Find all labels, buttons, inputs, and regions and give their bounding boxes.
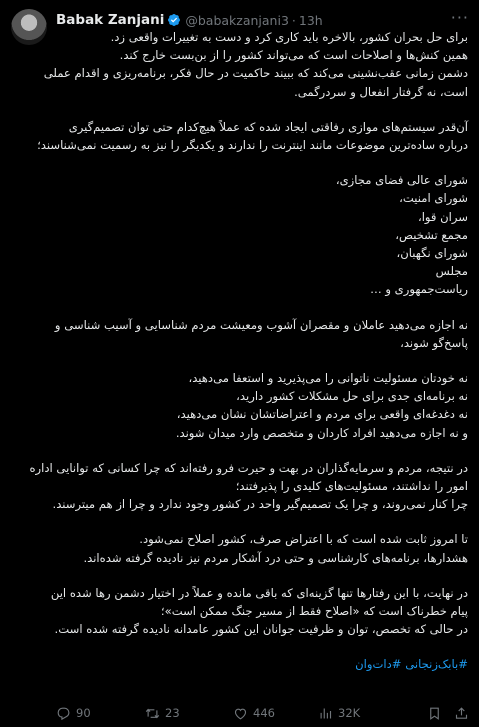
view-count: 32K — [338, 706, 361, 720]
hashtag-links[interactable]: #بابک‌زنجانی #دات‌وان — [355, 657, 468, 672]
tweet-line: شورای عالی فضای مجازی، — [335, 173, 468, 188]
paragraph-gap — [56, 567, 468, 584]
separator-dot: · — [291, 12, 296, 28]
tweet-line: پاسخ‌گو شوند، — [400, 335, 468, 350]
tweet-line: مجلس — [435, 264, 468, 279]
tweet-line: نه اجازه می‌دهید عاملان و مقصران آشوب ومعیشت مردم شناسایی و آسیب شناسی و — [54, 317, 468, 332]
like-count: 446 — [253, 706, 275, 720]
more-options-icon[interactable]: ··· — [450, 8, 469, 27]
like-button[interactable] — [233, 706, 275, 721]
tweet-line: در نهایت، با این رفتارها تنها گزینه‌ای که باقی مانده و عملاً در اختیار دشمن رها شده این — [50, 585, 468, 600]
views-chart-icon — [318, 706, 333, 721]
paragraph-gap — [56, 154, 468, 171]
tweet-line: است، نه گرفتار انفعال و سردرگمی. — [294, 84, 468, 99]
repost-icon — [145, 706, 160, 721]
tweet-line: و نه اجازه می‌دهید افراد کاردان و متخصص وارد میدان شوند. — [175, 425, 468, 440]
tweet-line: چرا کنار نمی‌روند، و چرا یک تصمیم‌گیر واحد در کشور وجود ندارد و چرا از هم میترسند. — [52, 497, 468, 512]
tweet-line: مجمع تشخیص، — [395, 227, 468, 242]
paragraph-gap — [56, 299, 468, 316]
paragraph-gap — [56, 442, 468, 459]
repost-button[interactable] — [145, 706, 180, 721]
tweet-line: شورای امنیت، — [399, 191, 468, 206]
paragraph-gap — [56, 352, 468, 369]
tweet-line: هشدارها، برنامه‌های کارشناسی و حتی درد آشکار مردم نیز نادیده گرفته شده‌اند. — [83, 550, 468, 565]
tweet-line: نه برنامه‌ای جدی برای حل مشکلات کشور دارید، — [236, 389, 468, 404]
tweet-line: همین کنش‌ها و اصلاحات است که می‌تواند کشور را از بن‌بست خارج کند. — [119, 48, 468, 63]
tweet-line: دشمن زمانی عقب‌نشینی می‌کند که ببیند حاکمیت در حال فکر، برنامه‌ریزی و اقدام عملی — [43, 66, 468, 81]
tweet-line: سران قوا، — [417, 209, 468, 224]
tweet-line: شورای نگهبان، — [396, 246, 468, 261]
tweet-line: برای حل بحران کشور، بالاخره باید کاری کرد و دست به تغییرات واقعی زد. — [110, 30, 468, 44]
paragraph-gap — [56, 638, 468, 655]
tweet-line: تا امروز ثابت شده است که با اعتراض صرف، کشور اصلاح نمی‌شود. — [139, 532, 468, 547]
paragraph-gap — [56, 101, 468, 118]
heart-icon — [233, 706, 248, 721]
tweet-line: پیام خطرناک است که «اصلاح فقط از مسیر جنگ ممکن است»؛ — [160, 604, 468, 619]
reply-icon — [56, 706, 71, 721]
bookmark-icon — [427, 706, 442, 721]
tweet-line: آن‌قدر سیستم‌های موازی رفاقتی ایجاد شده که عملاً هیچ‌کدام حتی توان تصمیم‌گیری — [68, 119, 468, 134]
tweet-header — [56, 10, 469, 30]
reply-button[interactable] — [56, 706, 91, 721]
avatar[interactable] — [11, 9, 47, 45]
verified-badge-icon — [167, 13, 181, 27]
tweet-line: درباره ساده‌ترین موضوعات مانند اینترنت را ندارند و یکدیگر را نیز به رسمیت نمی‌شناسند؛ — [37, 138, 468, 153]
bookmark-button[interactable] — [427, 706, 442, 721]
action-bar — [56, 704, 469, 722]
repost-count: 23 — [165, 706, 180, 720]
timestamp[interactable]: 13h — [298, 12, 323, 28]
tweet-line: نه خودتان مسئولیت ناتوانی را می‌پذیرید و استعفا می‌دهید، — [188, 371, 468, 386]
tweet-line: نه دغدغه‌ای واقعی برای مردم و اعتراضاتشان نشان می‌دهید، — [176, 407, 468, 422]
views-button[interactable] — [318, 706, 360, 721]
author-name[interactable]: Babak Zanjani — [56, 12, 165, 28]
reply-count: 90 — [76, 706, 91, 720]
tweet-line: ریاست‌جمهوری و … — [370, 282, 468, 297]
author-handle[interactable]: @babakzanjani3 — [185, 12, 289, 28]
share-button[interactable] — [454, 706, 469, 721]
tweet-line: در نتیجه، مردم و سرمایه‌گذاران در بهت و حیرت فرو رفته‌اند که چرا کسانی که توانایی اداره — [29, 460, 468, 475]
tweet-line: امور را نداشتند، مسئولیت‌های کلیدی را پذیرفتند؛ — [235, 479, 468, 494]
paragraph-gap — [56, 513, 468, 530]
tweet-text — [29, 28, 468, 674]
tweet-line: در حالی که تخصص، توان و ظرفیت جوانان این کشور عامدانه نادیده گرفته شده است. — [54, 622, 468, 637]
share-icon — [454, 706, 469, 721]
